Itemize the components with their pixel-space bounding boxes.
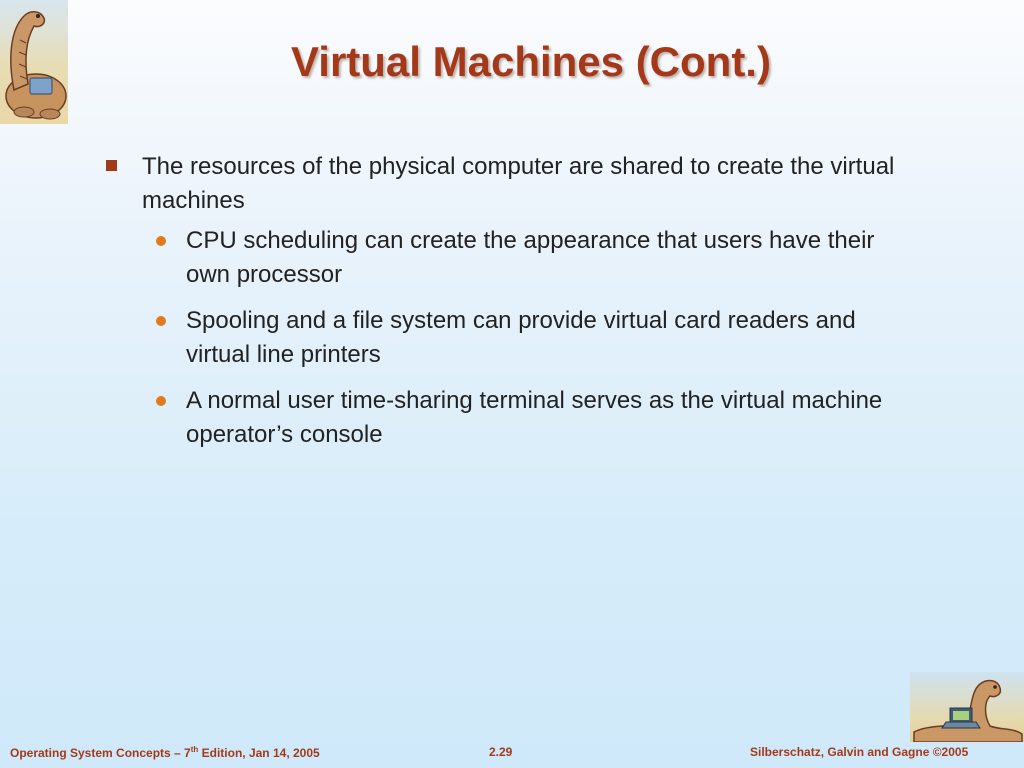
sub-bullet-text: A normal user time-sharing terminal serves as the virtual machine operator’s console [186, 387, 883, 448]
dinosaur-laptop-icon [910, 672, 1024, 742]
footer-page-number: 2.29 [489, 745, 513, 759]
round-bullet-icon [156, 396, 166, 406]
sub-bullet-item [104, 224, 924, 292]
round-bullet-icon [156, 236, 166, 246]
footer-copyright: Silberschatz, Galvin and Gagne ©2005 [750, 745, 969, 759]
sub-bullet-text: CPU scheduling can create the appearance that users have their own processor [186, 227, 875, 288]
sub-bullet-list [104, 224, 924, 452]
square-bullet-icon [106, 160, 117, 171]
footer-book-title: Operating System Concepts – 7th Edition, Jan 14, 2005 [10, 745, 320, 760]
dinosaur-logo-bottom-right [910, 672, 1024, 742]
main-bullet [104, 150, 924, 218]
sub-bullet-item [104, 304, 924, 372]
round-bullet-icon [156, 316, 166, 326]
slide-content [104, 150, 924, 464]
slide-title: Virtual Machines (Cont.) [291, 38, 771, 85]
sub-bullet-item [104, 384, 924, 452]
sub-bullet-text: Spooling and a file system can provide virtual card readers and virtual line printers [186, 307, 856, 368]
main-bullet-text: The resources of the physical computer are shared to create the virtual machines [142, 153, 895, 214]
